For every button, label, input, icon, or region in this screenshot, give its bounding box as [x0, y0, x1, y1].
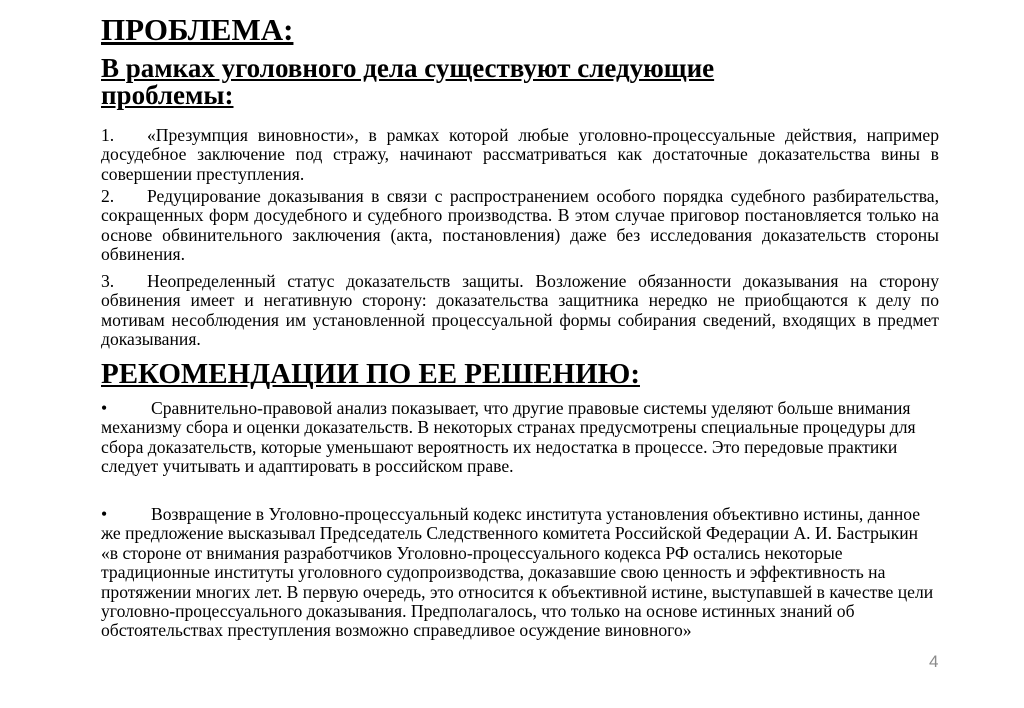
item-text: Редуцирование доказывания в связи с распространением особого порядка судебного разбирательства, сокращенных форм досудебного и судебного производства. В этом случае приговор постановляется только на основе обвинительного заключения (акта, постановления) даже без исследования доказательств стороны обвинения. [101, 186, 939, 265]
problem-item-3 [101, 272, 939, 350]
recommendation-item-1 [101, 399, 939, 477]
recommendations-heading: РЕКОМЕНДАЦИИ ПО ЕЕ РЕШЕНИЮ: [101, 358, 640, 390]
bullet-icon: • [101, 504, 108, 524]
bullet-icon: • [101, 398, 108, 418]
problem-heading: ПРОБЛЕМА: [101, 12, 294, 47]
problem-subtitle: В рамках уголовного дела существуют следующие проблемы: [101, 53, 715, 110]
item-text: Возвращение в Уголовно-процессуальный кодекс института установления объективно истины, данное же предложение высказывал Председатель Следственного комитета Российской Федерации А. И. Бастрыкин «в стороне от внимания разработчиков Уголовно-процессуального кодекса РФ остались некоторые традиционные институты уголовного судопроизводства, доказавшие свою ценность и эффективность на протяжении многих лет. В первую очередь, это относится к объективной истине, выступавшей в качестве цели уголовно-процессуального доказывания. Предполагалось, что только на основе истинных знаний об обстоятельствах преступления возможно справедливое осуждение виновного» [101, 504, 934, 641]
item-text: Неопределенный статус доказательств защиты. Возложение обязанности доказывания на сторону обвинения имеет и негативную сторону: доказательства защитника нередко не приобщаются к делу по мотивам несоблюдения им установленной процессуальной формы собирания сведений, входящих в предмет доказывания. [101, 271, 939, 350]
item-text: Сравнительно-правовой анализ показывает, что другие правовые системы уделяют больше внимания механизму сбора и оценки доказательств. В некоторых странах предусмотрены специальные процедуры для сбора доказательств, которые уменьшают вероятность их недостатка в процессе. Это передовые практики следует учитывать и адаптировать в российском праве. [101, 398, 916, 477]
item-number: 3. [101, 271, 115, 291]
item-number: 1. [101, 125, 115, 145]
page-number: 4 [929, 652, 939, 671]
problem-item-1 [101, 126, 939, 184]
problem-item-2 [101, 187, 939, 265]
recommendation-item-2 [101, 505, 939, 641]
item-number: 2. [101, 186, 115, 206]
item-text: «Презумпция виновности», в рамках которой любые уголовно-процессуальные действия, например досудебное заключение под стражу, начинают рассматриваться как достаточные доказательства вины в совершении преступления. [101, 125, 939, 184]
